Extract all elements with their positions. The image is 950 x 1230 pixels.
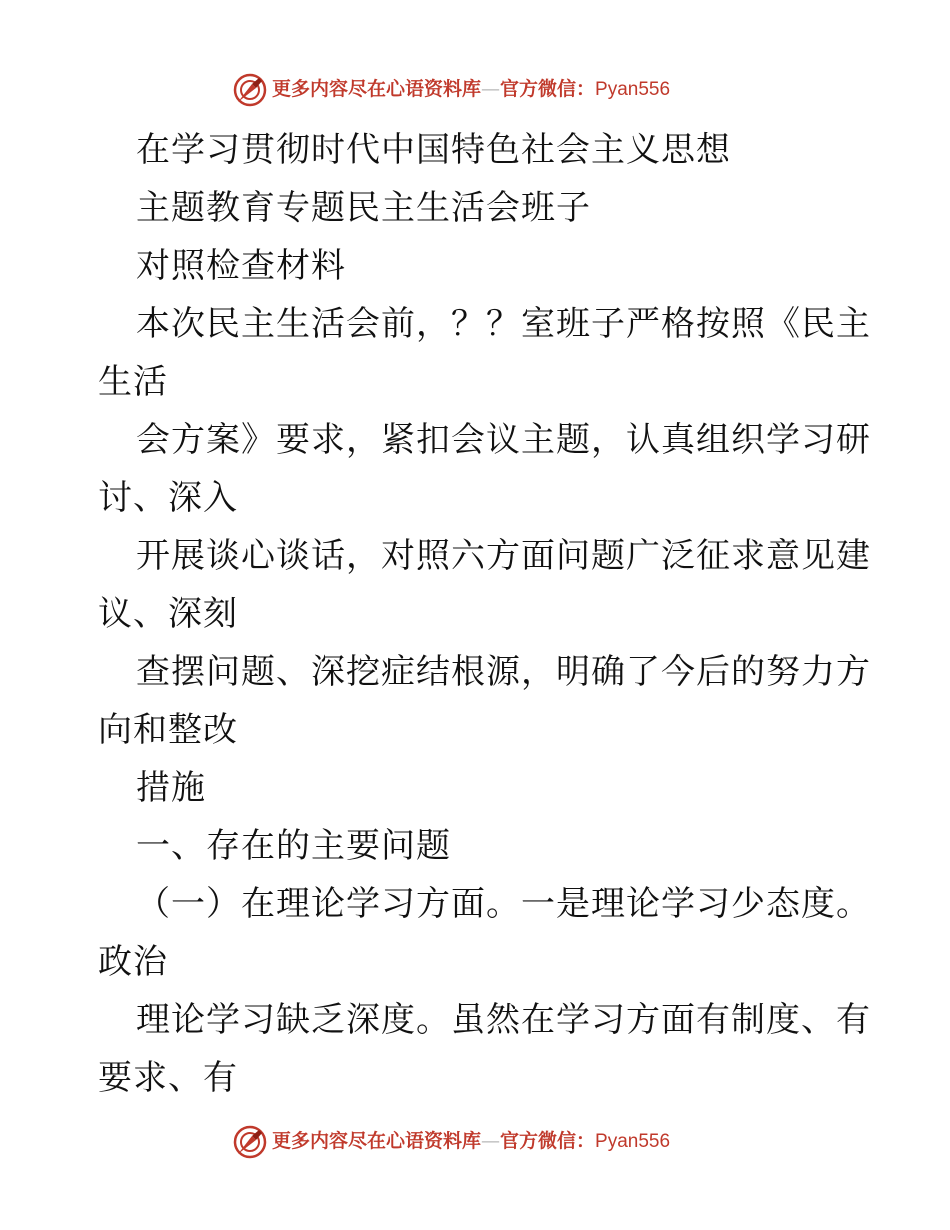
brand-logo-icon [232,72,268,108]
paragraph-line: 向和整改 [98,710,238,750]
banner-wechat-id: Pyan556 [595,1131,671,1152]
paragraph-line: 生活 [98,362,168,402]
banner-wechat-label: 官方微信： [500,1130,596,1152]
paragraph-line: 措施 [136,768,206,808]
paragraph-line: 会方案》要求，紧扣会议主题，认真组织学习研 [136,420,871,460]
banner-wechat-label: 官方微信： [500,78,596,100]
banner-separator: — [481,1130,501,1152]
section-heading: 一、存在的主要问题 [136,826,451,866]
banner-text [272,1129,670,1154]
paragraph-line: 政治 [98,942,168,982]
banner-text [272,77,670,102]
paragraph-line: 查摆问题、深挖症结根源，明确了今后的努力方 [136,652,871,692]
title-line: 对照检查材料 [136,246,346,286]
paragraph-line: 开展谈心谈话，对照六方面问题广泛征求意见建 [136,536,871,576]
banner-promo-text: 更多内容尽在心语资料库 [272,78,482,100]
paragraph-line: 理论学习缺乏深度。虽然在学习方面有制度、有 [136,1000,871,1040]
title-line: 主题教育专题民主生活会班子 [136,188,591,228]
paragraph-line: （一）在理论学习方面。一是理论学习少态度。 [136,884,871,924]
banner-separator: — [481,78,501,100]
paragraph-line: 讨、深入 [98,478,238,518]
banner-wechat-id: Pyan556 [595,79,671,100]
brand-logo-icon [232,1124,268,1160]
paragraph-line: 要求、有 [98,1058,238,1098]
footer-banner [0,1122,950,1162]
document-body [98,121,871,1107]
paragraph-line: 议、深刻 [98,594,238,634]
title-line: 在学习贯彻时代中国特色社会主义思想 [136,130,731,170]
header-banner [0,70,950,110]
banner-promo-text: 更多内容尽在心语资料库 [272,1130,482,1152]
paragraph-line: 本次民主生活会前，？？室班子严格按照《民主 [136,304,871,344]
